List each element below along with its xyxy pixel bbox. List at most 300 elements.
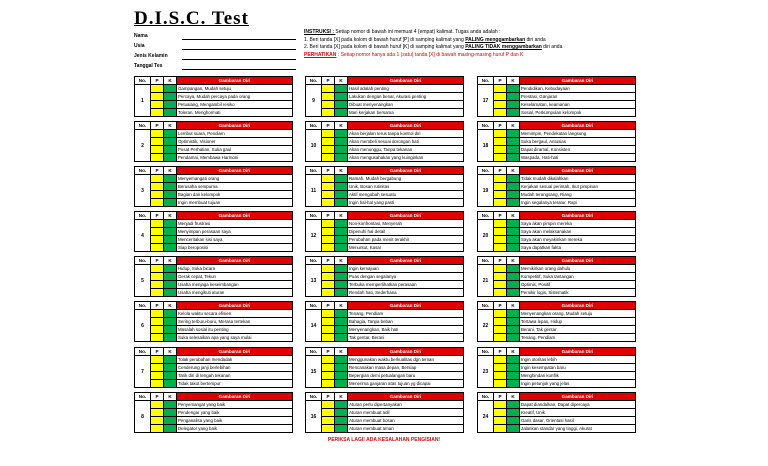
p-checkbox[interactable]	[322, 372, 335, 380]
p-checkbox[interactable]	[322, 401, 335, 409]
k-checkbox[interactable]	[507, 281, 520, 289]
k-checkbox[interactable]	[335, 401, 348, 409]
question-table	[477, 76, 636, 117]
question-number: 21	[478, 265, 494, 297]
k-checkbox[interactable]	[507, 273, 520, 281]
p-checkbox[interactable]	[322, 265, 335, 273]
age-field[interactable]	[182, 41, 296, 50]
desc-header: Gambaran Diri	[520, 167, 636, 175]
k-checkbox[interactable]	[164, 146, 177, 154]
p-checkbox[interactable]	[494, 138, 507, 146]
p-checkbox[interactable]	[322, 356, 335, 364]
k-checkbox[interactable]	[335, 191, 348, 199]
p-checkbox[interactable]	[494, 175, 507, 183]
desc-header: Gambaran Diri	[177, 77, 293, 85]
statement-text: Dipenuhi hal detail	[348, 228, 464, 236]
k-checkbox[interactable]	[164, 326, 177, 334]
question-group-5	[134, 256, 293, 297]
statement-text: Tak gentar, Berani	[348, 334, 464, 342]
statement-text: Menyenangkan, Baik hati	[348, 326, 464, 334]
k-checkbox[interactable]	[507, 372, 520, 380]
statement-text: Tertawa lepas, Hidup	[520, 318, 636, 326]
p-checkbox[interactable]	[494, 154, 507, 162]
k-checkbox[interactable]	[335, 310, 348, 318]
p-checkbox[interactable]	[151, 409, 164, 417]
p-checkbox[interactable]	[494, 310, 507, 318]
statement-text: Prestasi, Ganjaran	[520, 93, 636, 101]
k-checkbox[interactable]	[164, 273, 177, 281]
p-checkbox[interactable]	[151, 191, 164, 199]
k-checkbox[interactable]	[507, 401, 520, 409]
instruction-line-3: 2. Beri tanda [X] pada kolom di bawah huruf [K] di samping kalimat yang PALING TIDAK menggambarkan diri anda	[304, 44, 563, 50]
statement-text: Aturan membuat adil	[348, 409, 464, 417]
table-row	[306, 318, 464, 326]
p-checkbox[interactable]	[494, 364, 507, 372]
p-checkbox[interactable]	[494, 228, 507, 236]
gender-field[interactable]	[182, 51, 296, 60]
k-checkbox[interactable]	[507, 318, 520, 326]
k-checkbox[interactable]	[507, 334, 520, 342]
p-checkbox[interactable]	[494, 101, 507, 109]
k-checkbox[interactable]	[164, 380, 177, 388]
k-checkbox[interactable]	[335, 146, 348, 154]
k-checkbox[interactable]	[507, 101, 520, 109]
p-header: P	[151, 257, 164, 265]
p-checkbox[interactable]	[322, 130, 335, 138]
p-checkbox[interactable]	[151, 372, 164, 380]
p-checkbox[interactable]	[151, 220, 164, 228]
k-checkbox[interactable]	[164, 334, 177, 342]
p-checkbox[interactable]	[494, 380, 507, 388]
k-checkbox[interactable]	[507, 199, 520, 207]
p-checkbox[interactable]	[322, 138, 335, 146]
p-checkbox[interactable]	[151, 401, 164, 409]
p-checkbox[interactable]	[151, 417, 164, 425]
k-checkbox[interactable]	[164, 130, 177, 138]
p-checkbox[interactable]	[494, 417, 507, 425]
table-row	[306, 380, 464, 388]
table-row	[306, 265, 464, 273]
k-checkbox[interactable]	[335, 228, 348, 236]
k-checkbox[interactable]	[164, 318, 177, 326]
k-checkbox[interactable]	[335, 409, 348, 417]
k-checkbox[interactable]	[164, 183, 177, 191]
table-row	[478, 130, 636, 138]
statement-text: Ramah, Mudah bergabung	[348, 175, 464, 183]
statement-text: Ingin segalanya teratur, Rapi	[520, 199, 636, 207]
p-checkbox[interactable]	[494, 318, 507, 326]
p-checkbox[interactable]	[322, 409, 335, 417]
statement-text: Perubahan pada menit terakhir	[348, 236, 464, 244]
p-checkbox[interactable]	[151, 138, 164, 146]
k-checkbox[interactable]	[335, 372, 348, 380]
statement-text: Terbuka memperlihatkan perasaan	[348, 281, 464, 289]
p-checkbox[interactable]	[151, 289, 164, 297]
statement-text: Menyemangati orang	[177, 175, 293, 183]
question-table	[477, 256, 636, 297]
p-checkbox[interactable]	[494, 281, 507, 289]
p-header: P	[322, 302, 335, 310]
p-checkbox[interactable]	[322, 289, 335, 297]
k-checkbox[interactable]	[164, 425, 177, 433]
p-checkbox[interactable]	[322, 101, 335, 109]
statement-text: Tenang, Pendiam	[520, 334, 636, 342]
table-row	[306, 85, 464, 93]
p-checkbox[interactable]	[322, 310, 335, 318]
statement-text: Saya akan melaksanakan	[520, 228, 636, 236]
k-header: K	[507, 393, 520, 401]
p-checkbox[interactable]	[322, 183, 335, 191]
p-checkbox[interactable]	[322, 109, 335, 117]
k-checkbox[interactable]	[164, 281, 177, 289]
k-checkbox[interactable]	[507, 109, 520, 117]
p-checkbox[interactable]	[322, 85, 335, 93]
k-checkbox[interactable]	[164, 310, 177, 318]
statement-text: Aktif mengubah sesuatu	[348, 191, 464, 199]
p-checkbox[interactable]	[322, 228, 335, 236]
k-checkbox[interactable]	[507, 380, 520, 388]
k-checkbox[interactable]	[335, 273, 348, 281]
k-checkbox[interactable]	[164, 364, 177, 372]
k-checkbox[interactable]	[164, 154, 177, 162]
p-checkbox[interactable]	[322, 326, 335, 334]
p-checkbox[interactable]	[494, 236, 507, 244]
k-checkbox[interactable]	[335, 244, 348, 252]
statement-text: Hasil adalah penting	[348, 85, 464, 93]
p-checkbox[interactable]	[151, 146, 164, 154]
k-checkbox[interactable]	[164, 175, 177, 183]
k-checkbox[interactable]	[335, 109, 348, 117]
p-checkbox[interactable]	[322, 199, 335, 207]
statement-text: Percaya, Mudah percaya pada orang	[177, 93, 293, 101]
question-table	[134, 121, 293, 162]
k-header: K	[164, 77, 177, 85]
table-row	[306, 289, 464, 297]
p-checkbox[interactable]	[322, 417, 335, 425]
p-checkbox[interactable]	[322, 380, 335, 388]
k-checkbox[interactable]	[335, 281, 348, 289]
p-checkbox[interactable]	[494, 372, 507, 380]
k-checkbox[interactable]	[335, 199, 348, 207]
p-checkbox[interactable]	[151, 85, 164, 93]
p-checkbox[interactable]	[151, 326, 164, 334]
p-checkbox[interactable]	[151, 364, 164, 372]
statement-text: Puas dengan segalanya	[348, 273, 464, 281]
p-checkbox[interactable]	[151, 93, 164, 101]
k-checkbox[interactable]	[335, 334, 348, 342]
p-checkbox[interactable]	[494, 93, 507, 101]
p-header: P	[494, 393, 507, 401]
p-checkbox[interactable]	[494, 409, 507, 417]
p-checkbox[interactable]	[151, 183, 164, 191]
p-checkbox[interactable]	[494, 265, 507, 273]
table-row	[478, 364, 636, 372]
p-checkbox[interactable]	[494, 146, 507, 154]
p-checkbox[interactable]	[151, 281, 164, 289]
table-row	[135, 191, 293, 199]
p-checkbox[interactable]	[322, 154, 335, 162]
p-checkbox[interactable]	[494, 425, 507, 433]
p-checkbox[interactable]	[322, 191, 335, 199]
no-header: No.	[306, 77, 322, 85]
p-checkbox[interactable]	[151, 175, 164, 183]
p-checkbox[interactable]	[494, 85, 507, 93]
p-checkbox[interactable]	[494, 244, 507, 252]
p-checkbox[interactable]	[151, 425, 164, 433]
k-checkbox[interactable]	[164, 85, 177, 93]
desc-header: Gambaran Diri	[520, 393, 636, 401]
k-checkbox[interactable]	[507, 409, 520, 417]
p-checkbox[interactable]	[494, 334, 507, 342]
p-checkbox[interactable]	[322, 93, 335, 101]
k-checkbox[interactable]	[164, 228, 177, 236]
info-label: Usia	[134, 43, 145, 49]
p-header: P	[494, 212, 507, 220]
k-checkbox[interactable]	[507, 310, 520, 318]
question-number: 15	[306, 356, 322, 388]
k-checkbox[interactable]	[164, 409, 177, 417]
k-checkbox[interactable]	[164, 265, 177, 273]
k-header: K	[507, 302, 520, 310]
k-checkbox[interactable]	[335, 236, 348, 244]
desc-header: Gambaran Diri	[520, 302, 636, 310]
k-checkbox[interactable]	[164, 356, 177, 364]
table-row	[306, 334, 464, 342]
k-header: K	[164, 257, 177, 265]
p-checkbox[interactable]	[151, 244, 164, 252]
table-header	[478, 302, 636, 310]
test-date-field[interactable]	[182, 61, 296, 70]
k-checkbox[interactable]	[335, 425, 348, 433]
k-checkbox[interactable]	[164, 401, 177, 409]
p-checkbox[interactable]	[494, 109, 507, 117]
no-header: No.	[478, 348, 494, 356]
p-header: P	[322, 212, 335, 220]
k-checkbox[interactable]	[335, 356, 348, 364]
k-checkbox[interactable]	[507, 417, 520, 425]
p-checkbox[interactable]	[494, 289, 507, 297]
question-table	[305, 166, 464, 207]
p-checkbox[interactable]	[151, 101, 164, 109]
statement-text: Sering terburu-buru, Merasa tertekan	[177, 318, 293, 326]
table-row	[306, 146, 464, 154]
k-checkbox[interactable]	[164, 372, 177, 380]
statement-text: Kelola waktu secara efisien	[177, 310, 293, 318]
question-table	[305, 347, 464, 388]
k-checkbox[interactable]	[164, 199, 177, 207]
k-checkbox[interactable]	[335, 154, 348, 162]
p-checkbox[interactable]	[494, 401, 507, 409]
k-checkbox[interactable]	[507, 228, 520, 236]
p-checkbox[interactable]	[322, 146, 335, 154]
k-checkbox[interactable]	[164, 220, 177, 228]
k-checkbox[interactable]	[335, 130, 348, 138]
statement-text: Waspada, Hati-hati	[520, 154, 636, 162]
k-checkbox[interactable]	[507, 265, 520, 273]
p-checkbox[interactable]	[322, 236, 335, 244]
statement-text: Jalankan standar yang tinggi, Akurat	[520, 425, 636, 433]
question-group-6	[134, 301, 293, 342]
p-checkbox[interactable]	[151, 236, 164, 244]
k-header: K	[335, 77, 348, 85]
question-number: 13	[306, 265, 322, 297]
k-checkbox[interactable]	[335, 220, 348, 228]
p-checkbox[interactable]	[151, 273, 164, 281]
k-checkbox[interactable]	[164, 244, 177, 252]
statement-text: Ingin otoritas lebih	[520, 356, 636, 364]
k-checkbox[interactable]	[507, 138, 520, 146]
k-checkbox[interactable]	[335, 183, 348, 191]
p-checkbox[interactable]	[494, 220, 507, 228]
question-group-21	[477, 256, 636, 297]
desc-header: Gambaran Diri	[520, 77, 636, 85]
question-group-3	[134, 166, 293, 207]
error-warning: PERIKSA LAGI! ADA KESALAHAN PENGISIAN!	[327, 437, 441, 443]
table-row	[478, 334, 636, 342]
k-checkbox[interactable]	[507, 154, 520, 162]
p-checkbox[interactable]	[151, 334, 164, 342]
question-group-18	[477, 121, 636, 162]
k-checkbox[interactable]	[507, 425, 520, 433]
k-checkbox[interactable]	[507, 356, 520, 364]
k-checkbox[interactable]	[335, 265, 348, 273]
info-label: Tanggal Tes	[134, 63, 163, 69]
p-checkbox[interactable]	[151, 356, 164, 364]
table-row	[306, 372, 464, 380]
k-checkbox[interactable]	[507, 130, 520, 138]
p-checkbox[interactable]	[494, 273, 507, 281]
k-checkbox[interactable]	[507, 236, 520, 244]
table-header	[306, 167, 464, 175]
p-checkbox[interactable]	[494, 130, 507, 138]
desc-header: Gambaran Diri	[520, 122, 636, 130]
p-checkbox[interactable]	[494, 183, 507, 191]
k-checkbox[interactable]	[335, 289, 348, 297]
statement-text: Kerjakan sesuai perintah, Ikut pimpinan	[520, 183, 636, 191]
p-checkbox[interactable]	[151, 318, 164, 326]
no-header: No.	[135, 302, 151, 310]
k-checkbox[interactable]	[335, 326, 348, 334]
question-number: 23	[478, 356, 494, 388]
name-field[interactable]	[182, 31, 296, 40]
k-checkbox[interactable]	[507, 146, 520, 154]
k-checkbox[interactable]	[507, 85, 520, 93]
p-checkbox[interactable]	[151, 265, 164, 273]
table-header	[306, 302, 464, 310]
p-checkbox[interactable]	[494, 356, 507, 364]
table-row	[478, 356, 636, 364]
question-number: 7	[135, 356, 151, 388]
p-checkbox[interactable]	[494, 191, 507, 199]
k-checkbox[interactable]	[164, 236, 177, 244]
table-header	[306, 348, 464, 356]
k-checkbox[interactable]	[164, 289, 177, 297]
k-checkbox[interactable]	[507, 191, 520, 199]
k-checkbox[interactable]	[507, 364, 520, 372]
k-checkbox[interactable]	[335, 417, 348, 425]
k-checkbox[interactable]	[335, 85, 348, 93]
k-checkbox[interactable]	[507, 244, 520, 252]
question-group-22	[477, 301, 636, 342]
k-checkbox[interactable]	[164, 93, 177, 101]
p-checkbox[interactable]	[151, 109, 164, 117]
p-checkbox[interactable]	[494, 326, 507, 334]
desc-header: Gambaran Diri	[520, 212, 636, 220]
p-checkbox[interactable]	[322, 364, 335, 372]
question-number: 19	[478, 175, 494, 207]
k-checkbox[interactable]	[335, 138, 348, 146]
k-checkbox[interactable]	[507, 289, 520, 297]
statement-text: Memimpin, Pendekatan langsung	[520, 130, 636, 138]
k-checkbox[interactable]	[164, 417, 177, 425]
k-checkbox[interactable]	[507, 175, 520, 183]
p-checkbox[interactable]	[322, 273, 335, 281]
k-checkbox[interactable]	[335, 318, 348, 326]
table-row	[306, 220, 464, 228]
table-header	[135, 257, 293, 265]
p-checkbox[interactable]	[322, 281, 335, 289]
k-checkbox[interactable]	[335, 380, 348, 388]
table-row	[306, 364, 464, 372]
table-row	[135, 265, 293, 273]
k-checkbox[interactable]	[507, 183, 520, 191]
k-checkbox[interactable]	[335, 93, 348, 101]
p-checkbox[interactable]	[322, 220, 335, 228]
p-checkbox[interactable]	[494, 199, 507, 207]
statement-text: Masalah sosial itu penting	[177, 326, 293, 334]
p-checkbox[interactable]	[151, 310, 164, 318]
statement-text: Non-konfrontasi, Menyerah	[348, 220, 464, 228]
no-header: No.	[478, 212, 494, 220]
k-checkbox[interactable]	[507, 326, 520, 334]
k-checkbox[interactable]	[164, 101, 177, 109]
p-checkbox[interactable]	[151, 199, 164, 207]
k-checkbox[interactable]	[164, 191, 177, 199]
k-checkbox[interactable]	[335, 175, 348, 183]
statement-text: Pendidikan, Kebudayaan	[520, 85, 636, 93]
table-row	[306, 409, 464, 417]
p-checkbox[interactable]	[151, 130, 164, 138]
p-checkbox[interactable]	[151, 228, 164, 236]
no-header: No.	[135, 393, 151, 401]
p-checkbox[interactable]	[322, 334, 335, 342]
desc-header: Gambaran Diri	[177, 348, 293, 356]
k-checkbox[interactable]	[164, 138, 177, 146]
p-checkbox[interactable]	[322, 425, 335, 433]
k-checkbox[interactable]	[335, 364, 348, 372]
no-header: No.	[135, 212, 151, 220]
statement-text: Menuntut, Kasar	[348, 244, 464, 252]
p-checkbox[interactable]	[322, 244, 335, 252]
p-checkbox[interactable]	[322, 175, 335, 183]
table-row	[135, 101, 293, 109]
k-checkbox[interactable]	[507, 93, 520, 101]
k-checkbox[interactable]	[164, 109, 177, 117]
statement-text: Dibuat menyenangkan	[348, 101, 464, 109]
desc-header: Gambaran Diri	[348, 167, 464, 175]
k-checkbox[interactable]	[335, 101, 348, 109]
p-checkbox[interactable]	[151, 380, 164, 388]
statement-text: Rendah hati, Sederhana	[348, 289, 464, 297]
statement-text: Gampangan, Mudah setuju	[177, 85, 293, 93]
p-checkbox[interactable]	[322, 318, 335, 326]
question-group-15	[305, 347, 464, 388]
k-checkbox[interactable]	[507, 220, 520, 228]
desc-header: Gambaran Diri	[348, 302, 464, 310]
p-checkbox[interactable]	[151, 154, 164, 162]
k-header: K	[507, 212, 520, 220]
statement-text: Pendamai, Membawa Harmoni	[177, 154, 293, 162]
